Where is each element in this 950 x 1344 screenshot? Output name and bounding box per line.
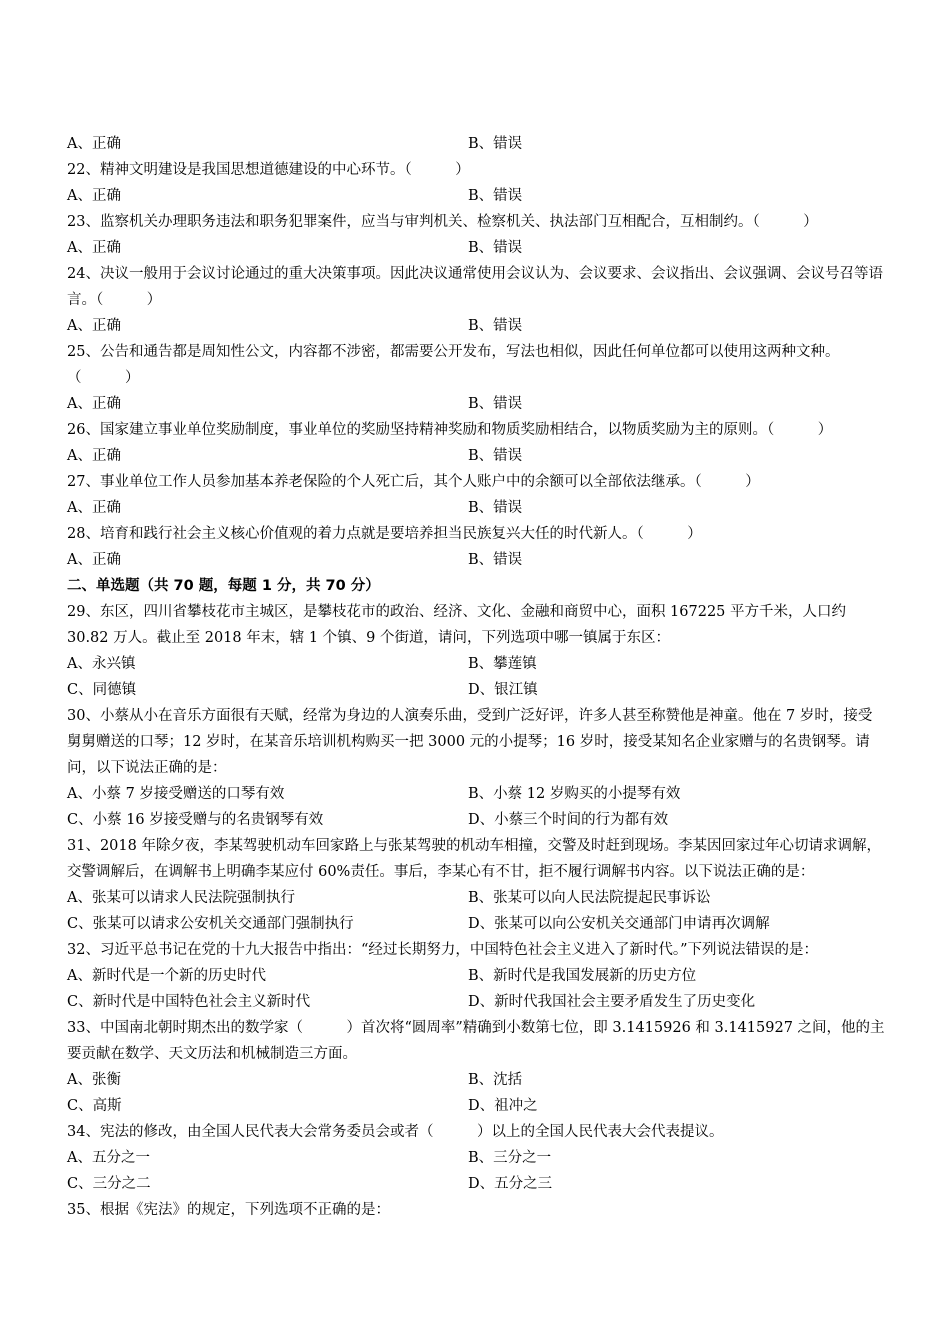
answer-option: D、小蔡三个时间的行为都有效 (468, 812, 669, 828)
answer-option: B、张某可以向人民法院提起民事诉讼 (468, 890, 711, 906)
answer-option: B、小蔡 12 岁购买的小提琴有效 (468, 786, 681, 802)
question-text: 30、小蔡从小在音乐方面很有天赋，经常为身边的人演奏乐曲，受到广泛好评，许多人甚至称赞他是神童。他在 7 岁时，接受舅舅赠送的口琴；12 岁时，在某音乐培训机构购买一把 3000 元的小提琴；16 岁时，接受某知名企业家赠与的名贵钢琴。请问，以下说法正确的是： (67, 708, 873, 776)
answer-option: A、张衡 (67, 1072, 121, 1088)
answer-option: B、错误 (468, 240, 523, 256)
answer-option: A、正确 (67, 240, 121, 256)
option-row (67, 1067, 885, 1119)
answer-option: B、错误 (468, 552, 523, 568)
option-row (67, 495, 885, 521)
question-text: 26、国家建立事业单位奖励制度，事业单位的奖励坚持精神奖励和物质奖励相结合，以物质奖励为主的原则。（ ） (67, 422, 833, 438)
option-row (67, 1145, 885, 1197)
question-list (67, 131, 885, 1223)
answer-option: B、错误 (468, 396, 523, 412)
question-text: 35、根据《宪法》的规定，下列选项不正确的是： (67, 1202, 390, 1218)
option-row (67, 131, 885, 157)
section-heading: 二、单选题（共 70 题，每题 1 分，共 70 分） (67, 578, 380, 594)
answer-option: A、永兴镇 (67, 656, 136, 672)
answer-option: D、五分之三 (468, 1176, 553, 1192)
question-text: 22、精神文明建设是我国思想道德建设的中心环节。（ ） (67, 162, 470, 178)
option-row (67, 313, 885, 339)
question-text: 29、东区，四川省攀枝花市主城区，是攀枝花市的政治、经济、文化、金融和商贸中心，面积 167225 平方千米，人口约 30.82 万人。截止至 2018 年末，辖 1 个镇、9 个街道，请问，下列选项中哪一镇属于东区： (67, 604, 847, 646)
answer-option: C、小蔡 16 岁接受赠与的名贵钢琴有效 (67, 812, 324, 828)
question-text: 23、监察机关办理职务违法和职务犯罪案件，应当与审判机关、检察机关、执法部门互相配合，互相制约。（ ） (67, 214, 818, 230)
question-text: 33、中国南北朝时期杰出的数学家（ ）首次将“圆周率”精确到小数第七位，即 3.1415926 和 3.1415927 之间，他的主要贡献在数学、天文历法和机械制造三方面。 (67, 1020, 885, 1062)
answer-option: D、新时代我国社会主要矛盾发生了历史变化 (468, 994, 756, 1010)
answer-option: D、银江镇 (468, 682, 538, 698)
question-text: 24、决议一般用于会议讨论通过的重大决策事项。因此决议通常使用会议认为、会议要求、会议指出、会议强调、会议号召等语言。（ ） (67, 266, 883, 308)
question-text: 31、2018 年除夕夜，李某驾驶机动车回家路上与张某驾驶的机动车相撞，交警及时赶到现场。李某因回家过年心切请求调解，交警调解后，在调解书上明确李某应付 60%责任。事后，李某心有不甘，拒不履行调解书内容。以下说法正确的是： (67, 838, 881, 880)
answer-option: D、张某可以向公安机关交通部门申请再次调解 (468, 916, 770, 932)
answer-option: B、错误 (468, 500, 523, 516)
option-row (67, 391, 885, 417)
answer-option: B、错误 (468, 188, 523, 204)
question-text: 32、习近平总书记在党的十九大报告中指出：“经过长期努力，中国特色社会主义进入了新时代。”下列说法错误的是： (67, 942, 819, 958)
option-row (67, 235, 885, 261)
answer-option: C、张某可以请求公安机关交通部门强制执行 (67, 916, 354, 932)
answer-option: A、正确 (67, 552, 121, 568)
answer-option: A、正确 (67, 188, 121, 204)
answer-option: A、正确 (67, 318, 121, 334)
question-text: 34、宪法的修改，由全国人民代表大会常务委员会或者（ ）以上的全国人民代表大会代表提议。 (67, 1124, 724, 1140)
answer-option: B、错误 (468, 136, 523, 152)
answer-option: A、张某可以请求人民法院强制执行 (67, 890, 295, 906)
answer-option: A、新时代是一个新的历史时代 (67, 968, 266, 984)
option-row (67, 781, 885, 833)
answer-option: B、错误 (468, 318, 523, 334)
answer-option: B、新时代是我国发展新的历史方位 (468, 968, 697, 984)
question-text: 28、培育和践行社会主义核心价值观的着力点就是要培养担当民族复兴大任的时代新人。（ ） (67, 526, 702, 542)
answer-option: A、小蔡 7 岁接受赠送的口琴有效 (67, 786, 285, 802)
option-row (67, 183, 885, 209)
answer-option: A、正确 (67, 448, 121, 464)
option-row (67, 547, 885, 573)
answer-option: A、正确 (67, 396, 121, 412)
answer-option: C、三分之二 (67, 1176, 151, 1192)
option-row (67, 885, 885, 937)
question-text: 27、事业单位工作人员参加基本养老保险的个人死亡后，其个人账户中的余额可以全部依法继承。（ ） (67, 474, 760, 490)
answer-option: B、攀莲镇 (468, 656, 537, 672)
answer-option: A、正确 (67, 136, 121, 152)
answer-option: D、祖冲之 (468, 1098, 538, 1114)
answer-option: C、新时代是中国特色社会主义新时代 (67, 994, 311, 1010)
option-row (67, 651, 885, 703)
answer-option: C、高斯 (67, 1098, 122, 1114)
answer-option: C、同德镇 (67, 682, 137, 698)
answer-option: A、五分之一 (67, 1150, 150, 1166)
answer-option: A、正确 (67, 500, 121, 516)
option-row (67, 443, 885, 469)
question-text: 25、公告和通告都是周知性公文，内容都不涉密，都需要公开发布，写法也相似，因此任何单位都可以使用这两种文种。（ ） (67, 344, 840, 386)
answer-option: B、三分之一 (468, 1150, 552, 1166)
answer-option: B、沈括 (468, 1072, 523, 1088)
option-row (67, 963, 885, 1015)
answer-option: B、错误 (468, 448, 523, 464)
